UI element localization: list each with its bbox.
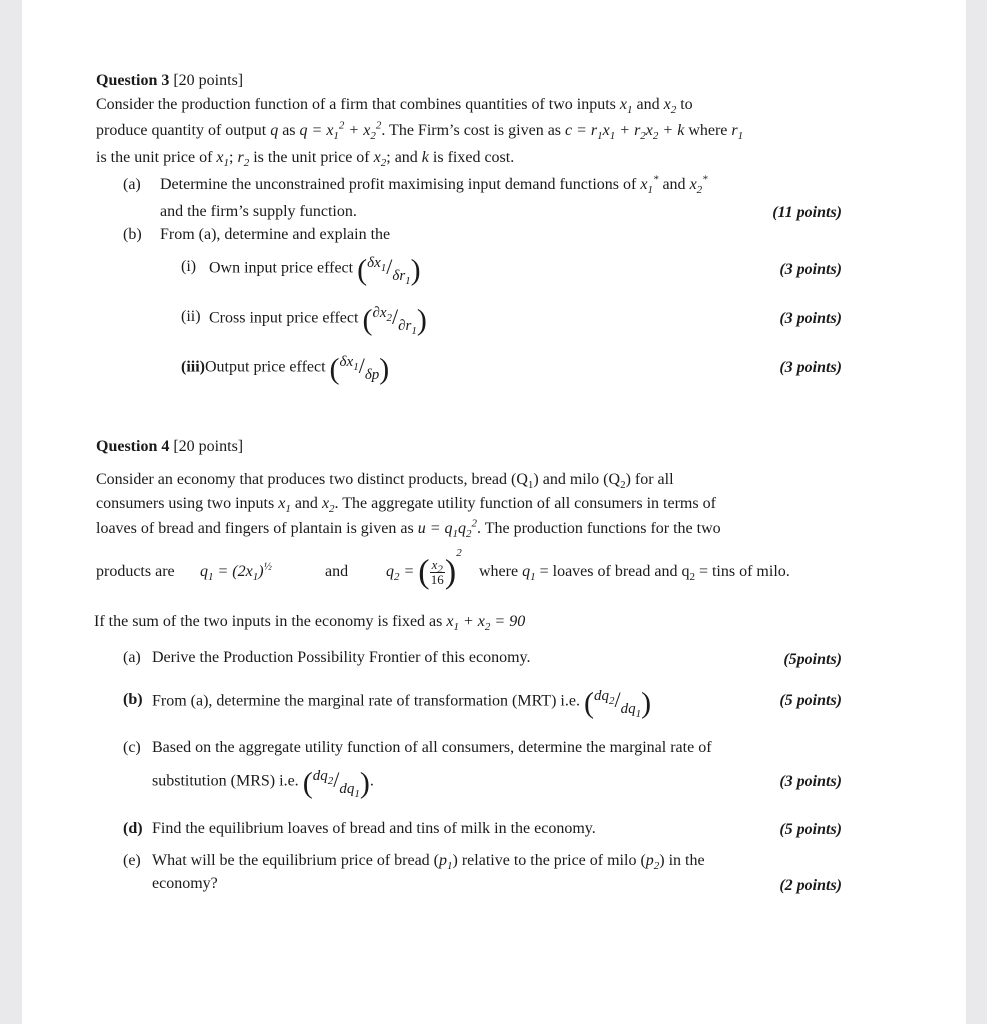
q4-heading-line bbox=[96, 437, 243, 457]
q4-where-text: where $q_1$ = loaves of bread and $q_2$ = tins of milo. bbox=[479, 563, 790, 584]
q4-a-line bbox=[123, 648, 531, 668]
q3-text: and bbox=[658, 176, 690, 193]
q3-text: . The Firm’s cost is given as bbox=[381, 122, 566, 139]
q4-text: If the sum of the two inputs in the economy is fixed as bbox=[94, 613, 447, 630]
q3-text: is fixed cost. bbox=[428, 149, 515, 166]
q4-para-line-5 bbox=[94, 612, 525, 632]
q3-b-text: From (a), determine and explain the bbox=[160, 226, 391, 243]
q4-text: What will be the equilibrium price of bread ( bbox=[152, 852, 440, 869]
derivative-dx1-dr1: $(\delta x_1/\delta r_1)$ bbox=[357, 253, 421, 287]
q3-text: and bbox=[632, 96, 664, 113]
production-function: $q = x_1^2 + x_2^2$ bbox=[299, 119, 382, 143]
q4-b-label: (b) bbox=[123, 691, 143, 708]
q3-text: Consider the production function of a firm that combines quantities of two inputs bbox=[96, 96, 620, 113]
q4-d-label: (d) bbox=[123, 820, 143, 837]
q3-text: is the unit price of bbox=[249, 149, 374, 166]
q4-text: . The aggregate utility function of all consumers in terms of bbox=[334, 495, 716, 512]
q3-bii-line bbox=[181, 303, 427, 337]
q3-para-line-1 bbox=[96, 95, 693, 115]
q4-text: products are bbox=[96, 563, 175, 580]
q4-a-label: (a) bbox=[123, 649, 141, 666]
q4-b-line bbox=[123, 686, 652, 720]
q3-a-points: (11 points) bbox=[772, 204, 842, 221]
q3-a-text-1 bbox=[160, 175, 708, 195]
q3-text: to bbox=[676, 96, 693, 113]
q3-text: is the unit price of bbox=[96, 149, 217, 166]
q3-bi-text-wrap bbox=[209, 253, 421, 287]
q3-para-line-3 bbox=[96, 148, 514, 168]
q4-c-points: (3 points) bbox=[779, 773, 842, 790]
q3-b-line bbox=[123, 225, 391, 245]
q3-heading: Question 3 bbox=[96, 72, 170, 89]
q4-text: and bbox=[290, 495, 322, 512]
math: $r_2$ bbox=[237, 149, 250, 170]
utility-function: $u = q_1q_2^2$ bbox=[417, 517, 477, 541]
production-function-q2: $q_2$ = ( $\frac{x_2}{16}$ )$^2$ bbox=[386, 546, 462, 591]
q3-biii-line bbox=[181, 352, 390, 386]
q4-c-text-2: substitution (MRS) i.e. bbox=[152, 772, 299, 790]
q4-c-label: (c) bbox=[123, 739, 141, 756]
q4-e-text-wrap bbox=[152, 851, 705, 871]
q4-heading: Question 4 bbox=[96, 438, 170, 455]
q4-points: [20 points] bbox=[169, 438, 244, 455]
q4-c-line-2: substitution (MRS) i.e. $(dq_2/dq_1)$. bbox=[152, 766, 374, 800]
math: $x_1$ bbox=[278, 495, 291, 516]
production-function-q1: $q_1 = (2x_1)^{\frac{1}{2}}$ bbox=[200, 560, 272, 584]
math: $q_1$ bbox=[522, 563, 536, 584]
q3-b-label: (b) bbox=[123, 226, 142, 243]
math: $p_1$ bbox=[439, 852, 453, 873]
q3-points: [20 points] bbox=[169, 72, 244, 89]
q3-text: produce quantity of output bbox=[96, 122, 271, 139]
q3-bi-points: (3 points) bbox=[779, 261, 842, 278]
q3-bi-label: (i) bbox=[181, 258, 197, 275]
q3-bi-line bbox=[181, 253, 421, 287]
math: $x_2^*$ bbox=[689, 173, 708, 197]
math: $x_1$ bbox=[619, 96, 633, 117]
q4-e-label: (e) bbox=[123, 852, 141, 869]
q4-c-text-1: Based on the aggregate utility function of all consumers, determine the marginal rate of bbox=[152, 739, 712, 756]
q4-para-line-1: Consider an economy that produces two distinct products, bread $(Q_1)$ and milo $(Q_2)$ for all bbox=[96, 471, 674, 492]
q4-text: consumers using two inputs bbox=[96, 495, 279, 512]
document-page bbox=[22, 0, 966, 1024]
mrt-derivative: $(dq_2/dq_1)$ bbox=[583, 686, 652, 720]
q3-biii-text: Output price effect bbox=[205, 358, 326, 376]
q4-c-line-1 bbox=[123, 738, 712, 758]
q4-e-points: (2 points) bbox=[779, 877, 842, 894]
q4-text: . The production functions for the two bbox=[476, 520, 721, 537]
math: $x_1^*$ bbox=[640, 173, 659, 197]
q4-and: and bbox=[325, 563, 349, 580]
q3-bii-label: (ii) bbox=[181, 308, 201, 325]
q4-text: loaves of bread and fingers of plantain is given as bbox=[96, 520, 418, 537]
q3-bii-points: (3 points) bbox=[779, 310, 842, 327]
math: $r_1$ bbox=[731, 122, 744, 143]
q3-bii-text: Cross input price effect bbox=[209, 309, 359, 327]
q4-text: ) in the bbox=[659, 852, 705, 869]
mrs-derivative: $(dq_2/dq_1)$ bbox=[302, 766, 370, 800]
q4-text: ) for all bbox=[625, 471, 674, 488]
q3-biii-label: (iii) bbox=[181, 358, 205, 376]
q3-bii-text-wrap bbox=[209, 303, 427, 337]
q4-para-line-3 bbox=[96, 519, 721, 539]
input-constraint: $x_1 + x_2 = 90$ bbox=[446, 613, 526, 634]
q3-text: as bbox=[278, 122, 300, 139]
q4-text: ) and milo (Q bbox=[533, 471, 621, 488]
q3-a-label: (a) bbox=[123, 176, 141, 193]
q4-d-text: Find the equilibrium loaves of bread and tins of milk in the economy. bbox=[152, 820, 596, 837]
q4-e-line-1 bbox=[123, 851, 705, 873]
q4-d-points: (5 points) bbox=[779, 821, 842, 838]
math: q bbox=[270, 122, 279, 139]
math: $x_2$ bbox=[663, 96, 677, 117]
q3-biii-points: (3 points) bbox=[779, 359, 842, 376]
q4-text: Consider an economy that produces two distinct products, bread (Q bbox=[96, 471, 528, 488]
math: $x_2$ bbox=[321, 495, 335, 516]
q4-d-line bbox=[123, 819, 596, 839]
q4-text: ) relative to the price of milo ( bbox=[452, 852, 646, 869]
derivative-dx2-dr1: $(\partial x_2/\partial r_1)$ bbox=[362, 303, 427, 337]
q3-text: ; bbox=[229, 149, 238, 166]
q3-bi-text: Own input price effect bbox=[209, 259, 354, 277]
q3-text: Determine the unconstrained profit maximising input demand functions of bbox=[160, 176, 641, 193]
q4-b-text: From (a), determine the marginal rate of transformation (MRT) i.e. bbox=[152, 692, 580, 710]
q3-text: where bbox=[684, 122, 732, 139]
q4-para-line-2 bbox=[96, 494, 716, 514]
q3-para-line-2 bbox=[96, 121, 743, 141]
q4-b-text-wrap bbox=[152, 686, 652, 720]
q4-text: where bbox=[479, 563, 523, 580]
q4-a-text: Derive the Production Possibility Frontier of this economy. bbox=[152, 649, 531, 666]
q3-heading-line bbox=[96, 71, 243, 91]
q3-text: ; and bbox=[386, 149, 422, 166]
q4-text: = loaves of bread and q bbox=[535, 563, 690, 580]
cost-function: $c = r_1x_1 + r_2x_2 + k$ bbox=[565, 122, 685, 143]
math: $x_1$ bbox=[216, 149, 230, 170]
math: k bbox=[421, 149, 429, 166]
q4-a-points: (5points) bbox=[783, 651, 842, 668]
math: $x_2$ bbox=[373, 149, 387, 170]
q4-e-text-2: economy? bbox=[152, 875, 218, 892]
derivative-dx1-dp: $(\delta x_1/\delta p)$ bbox=[329, 352, 390, 386]
q3-a-text-2: and the firm’s supply function. bbox=[160, 203, 357, 220]
math: $p_2$ bbox=[645, 852, 660, 873]
q4-b-points: (5 points) bbox=[779, 692, 842, 709]
q4-para-line-4 bbox=[96, 562, 175, 582]
q4-text: = tins of milo. bbox=[694, 563, 790, 580]
q3-a-line-1 bbox=[123, 173, 708, 197]
